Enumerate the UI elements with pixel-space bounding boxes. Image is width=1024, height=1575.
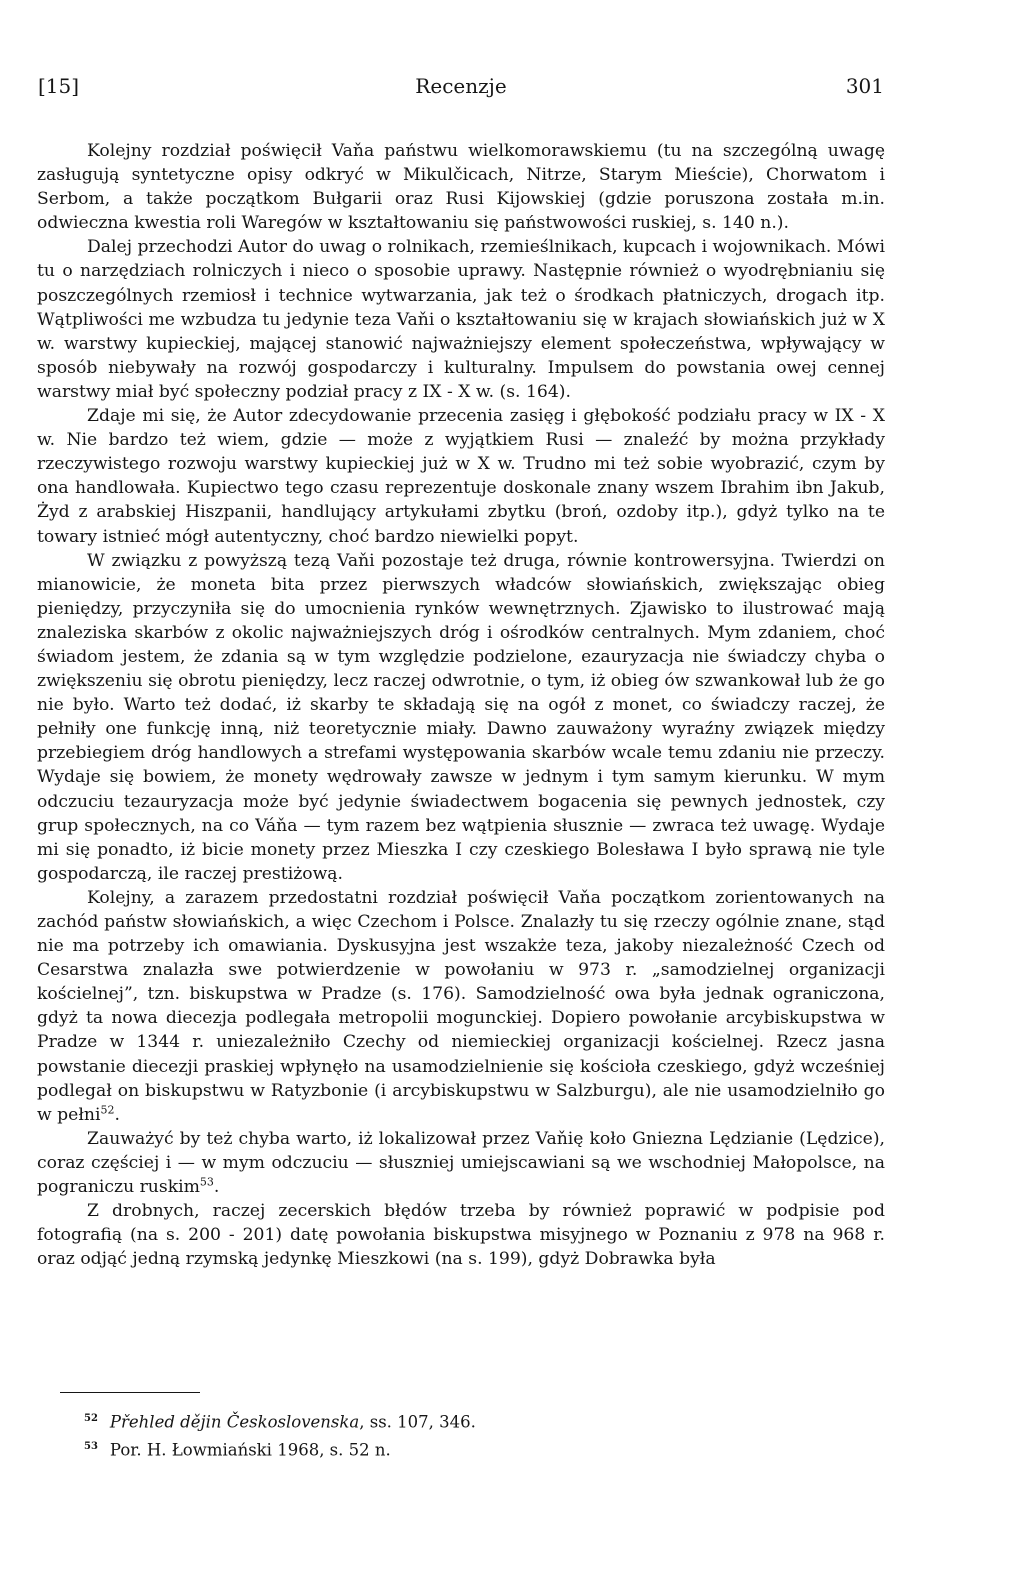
footnote-divider bbox=[60, 1392, 200, 1393]
paragraph-text: Kolejny, a zarazem przedostatni rozdział poświęcił Vaňa początkom zorientowanych na zachód państw słowiańskich, a więc Czechom i Polsce. Znalazły tu się rzeczy ogólnie znane, stąd nie ma potrzeby ich omawiania. Dyskusyjna jest wszakże teza, jakoby niezależność Czech od Cesarstwa znalazła swe potwierdzenie w powołaniu w 973 r. „samodzielnej organizacji kościelnej”, tzn. biskupstwa w Pradze (s. 176). Samodzielność owa była jednak ograniczona, gdyż ta nowa diecezja podlegała metropolii mogunckiej. Dopiero powołanie arcybiskupstwa w Pradze w 1344 r. uniezależniło Czechy od niemieckiej organizacji kościelnej. Rzecz jasna powstanie diecezji praskiej wpłynęło na usamodzielnienie się kościoła czeskiego, gdyż wcześniej podlegał on biskupstwu w Ratyzbonie (i arcybiskupstwu w Salzburgu), ale nie usamodzielniło go w pełni bbox=[37, 887, 885, 1125]
paragraph: Kolejny, a zarazem przedostatni rozdział poświęcił Vaňa początkom zorientowanych na zachód państw słowiańskich, a więc Czechom i Polsce. Znalazły tu się rzeczy ogólnie znane, stąd nie ma potrzeby ich omawiania. Dyskusyjna jest wszakże teza, jakoby niezależność Czech od Cesarstwa znalazła swe potwierdzenie w powołaniu w 973 r. „samodzielnej organizacji kościelnej”, tzn. biskupstwa w Pradze (s. 176). Samodzielność owa była jednak ograniczona, gdyż ta nowa diecezja podlegała metropolii mogunckiej. Dopiero powołanie arcybiskupstwa w Pradze w 1344 r. uniezależniło Czechy od niemieckiej organizacji kościelnej. Rzecz jasna powstanie diecezji praskiej wpłynęło na usamodzielnienie się kościoła czeskiego, gdyż wcześniej podlegał on biskupstwu w Ratyzbonie (i arcybiskupstwu w Salzburgu), ale nie usamodzielniło go w pełni$^{52}$. bbox=[37, 887, 885, 1125]
footnote-ref: 52 bbox=[100, 1103, 115, 1117]
article-body bbox=[37, 139, 885, 1271]
footnotes bbox=[84, 1407, 784, 1462]
running-header bbox=[38, 74, 884, 104]
paragraph: Zauważyć by też chyba warto, iż lokalizował przez Vaňię koło Gniezna Lędzianie (Lędzice), coraz częściej i — w mym odczuciu — słuszniej umiejscawiani są we wschodniej Małopolsce, na pograniczu ruskim$^{53}$. bbox=[37, 1128, 885, 1198]
footnote-title: Přehled dějin Československa bbox=[109, 1412, 360, 1432]
footnote bbox=[84, 1435, 784, 1463]
footnote bbox=[84, 1407, 784, 1435]
paragraph: Zdaje mi się, że Autor zdecydowanie przecenia zasięg i głębokość podziału pracy w IX - X w. Nie bardzo też wiem, gdzie — może z wyjątkiem Rusi — znaleźć by można przykłady rzeczywistego rozwoju warstwy kupieckiej już w X w. Trudno mi też sobie wyobrazić, czym by ona handlowała. Kupiectwo tego czasu reprezentuje doskonale znany wszem Ibrahim ibn Jakub, Żyd z arabskiej Hiszpanii, handlujący artykułami zbytku (broń, ozdoby itp.), gdyż tylko na te towary istnieć mógł autentyczny, choć bardzo niewielki popyt. bbox=[37, 406, 885, 547]
paragraph: Dalej przechodzi Autor do uwag o rolnikach, rzemieślnikach, kupcach i wojownikach. Mówi tu o narzędziach rolniczych i nieco o sposobie uprawy. Następnie również o wyodrębnianiu się poszczególnych rzemiosł i technice wytwarzania, jak też o środkach płatniczych, drogach itp. Wątpliwości me wzbudza tu jedynie teza Vaňi o kształtowaniu się w krajach słowiańskich już w X w. warstwy kupieckiej, mającej stanowić najważniejszy element społeczeństwa, wpływający w sposób niebywały na rozwój gospodarczy i kulturalny. Impulsem do powstania owej cennej warstwy miał być społeczny podział pracy z IX - X w. (s. 164). bbox=[37, 237, 885, 402]
footnote-number: 53 bbox=[84, 1440, 98, 1452]
footnote-ref: 53 bbox=[199, 1175, 214, 1189]
paragraph: W związku z powyższą tezą Vaňi pozostaje też druga, równie kontrowersyjna. Twierdzi on mianowicie, że moneta bita przez pierwszych władców słowiańskich, zwiększając obieg pieniędzy, przyczyniła się do umocnienia rynków wewnętrznych. Zjawisko to ilustrować mają znaleziska skarbów z okolic najważniejszych dróg i ośrodków centralnych. Mym zdaniem, choć świadom jestem, że zdania są w tym względzie podzielone, ezauryzacja nie świadczy chyba o zwiększeniu się obrotu pieniędzy, lecz raczej odwrotnie, o tym, iż obieg ów szwankował lub że go nie było. Warto też dodać, iż skarby te składają się na ogół z monet, co świadczy raczej, że pełniły one funkcję inną, niż teoretycznie miały. Dawno zauważony wyraźny związek między przebiegiem dróg handlowych a strefami występowania skarbów wcale temu zdaniu nie przeczy. Wydaje się bowiem, że monety wędrowały zawsze w jednym i tym samym kierunku. W mym odczuciu tezauryzacja może być jedynie świadectwem bogacenia się pewnych jednostek, czy grup społecznych, na co Váňa — tym razem bez wątpienia słusznie — zwraca też uwagę. Wydaje mi się ponadto, iż bicie monety przez Mieszka I czy czeskiego Bolesława I było sprawą nie tyle gospodarczą, ile raczej prestiżową. bbox=[37, 550, 885, 884]
running-title: Recenzje bbox=[415, 74, 507, 98]
paragraph-text: Zauważyć by też chyba warto, iż lokalizował przez Vaňię koło Gniezna Lędzianie (Lędzice), coraz częściej i — w mym odczuciu — słuszniej umiejscawiani są we wschodniej Małopolsce, na pograniczu ruskim bbox=[37, 1128, 885, 1198]
footnote-text: , ss. 107, 346. bbox=[359, 1412, 476, 1432]
paragraph: Kolejny rozdział poświęcił Vaňa państwu wielkomorawskiemu (tu na szczególną uwagę zasługują syntetyczne opisy odkryć w Mikulčicach, Nitrze, Starym Mieście), Chorwatom i Serbom, a także początkom Bułgarii oraz Rusi Kijowskiej (gdzie poruszona została m.in. odwieczna kwestia roli Waregów w kształtowaniu się państwowości ruskiej, s. 140 n.). bbox=[37, 141, 885, 234]
paragraph: Z drobnych, raczej zecerskich błędów trzeba by również poprawić w podpisie pod fotografią (na s. 200 - 201) datę powołania biskupstwa misyjnego w Poznaniu z 978 na 968 r. oraz odjąć jedną rzymską jedynkę Mieszkowi (na s. 199), gdyż Dobrawka była bbox=[37, 1201, 885, 1270]
footnote-text: Por. H. Łowmiański 1968, s. 52 n. bbox=[109, 1440, 391, 1459]
footnote-number: 52 bbox=[84, 1413, 98, 1424]
page-number: 301 bbox=[845, 74, 884, 98]
section-number: [15] bbox=[38, 74, 80, 98]
